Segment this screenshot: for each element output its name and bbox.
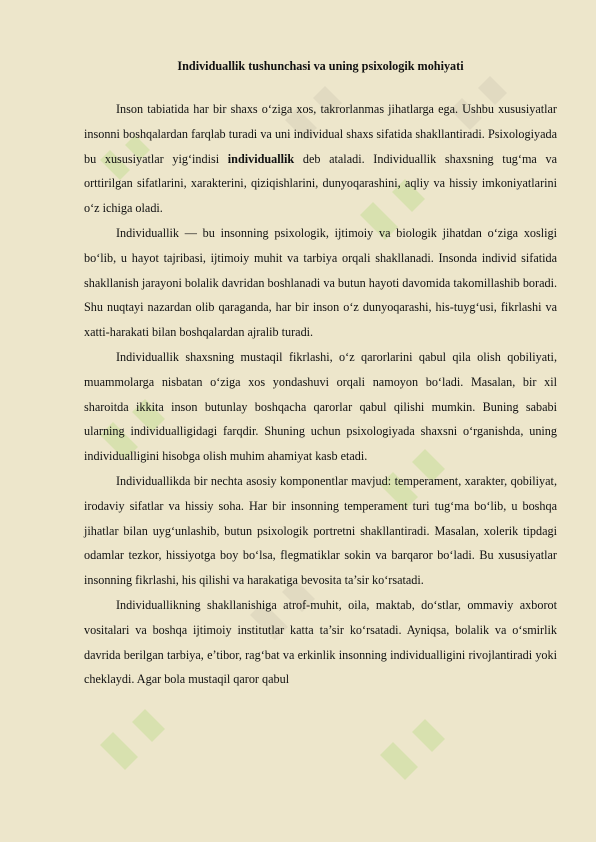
paragraph-2: Individuallik — bu insonning psixologik, ijtimoiy va biologik jihatdan o‘ziga xosligi bo‘lib, u hayot tajribasi, ijtimoiy muhit va tarbiya orqali shakllanadi. Insonda individ sifatida shakllanish jarayoni bolalik davridan boshlanadi va butun hayoti davomida takomillashib boradi. Shu nuqtayi nazardan olib qaraganda, har bir inson o‘z dunyoqarashi, his-tuyg‘usi, fikrlashi va xatti-harakati bilan boshqalardan ajralib turadi. xyxy=(84,225,557,340)
paragraph-1-text-start: Inson tabiatida har bir shaxs o‘ziga xos, takrorlanmas jihatlarga ega. Ushbu xususiyatlar insonni boshqalardan farqlab turadi va uni individual shaxs sifatida shakllantiradi. Psixologiyada bu xususiyatlar yig‘indisi xyxy=(84,102,557,166)
document-body xyxy=(84,53,557,692)
paragraph-1-text-end: deb ataladi. Individuallik shaxsning tug‘ma va orttirilgan sifatlarini, xarakterini, qiziqishlarini, dunyoqarashini, aqliy va hissiy imkoniyatlarini o‘z ichiga oladi. xyxy=(84,151,557,216)
watermark-logo-icon xyxy=(370,700,460,790)
document-title: Individuallik tushunchasi va uning psixologik mohiyati xyxy=(177,59,464,73)
watermark-logo-icon xyxy=(90,690,180,780)
paragraph-4: Individuallikda bir nechta asosiy komponentlar mavjud: temperament, xarakter, qobiliyat, irodaviy sifatlar va hissiy soha. Har bir insonning temperament turi tug‘ma bo‘lib, u boshqa jihatlar bilan uyg‘unlashib, butun psixologik portretni shakllantiradi. Masalan, xolerik tipdagi odamlar tezkor, hissiyotga boy bo‘lsa, flegmatiklar sokin va barqaror bo‘ladi. Bu xususiyatlar insonning fikrlashi, his qilishi va harakatiga bevosita ta’sir ko‘rsatadi. xyxy=(84,473,557,588)
paragraph-1 xyxy=(84,97,557,221)
paragraph-3: Individuallik shaxsning mustaqil fikrlashi, o‘z qarorlarini qabul qila olish qobiliyati, muammolarga nisbatan o‘ziga xos yondashuvi orqali namoyon bo‘ladi. Masalan, bir xil sharoitda ikkita inson butunlay boshqacha qarorlar qabul qilishi mumkin. Buning sababi ularning individualligidagi farqdir. Shuning uchun psixologiyada shaxsni o‘rganishda, uning individualligini hisobga olish muhim ahamiyat kasb etadi. xyxy=(84,349,557,464)
key-term-bold: individuallik xyxy=(227,151,295,166)
paragraph-5: Individuallikning shakllanishiga atrof-muhit, oila, maktab, do‘stlar, ommaviy axborot vositalari va boshqa ijtimoiy institutlar katta ta’sir ko‘rsatadi. Ayniqsa, bolalik va o‘smirlik davrida berilgan tarbiya, e’tibor, rag‘bat va erkinlik insonning individualligini rivojlantiradi yoki cheklaydi. Agar bola mustaqil qaror qabul xyxy=(84,597,557,687)
